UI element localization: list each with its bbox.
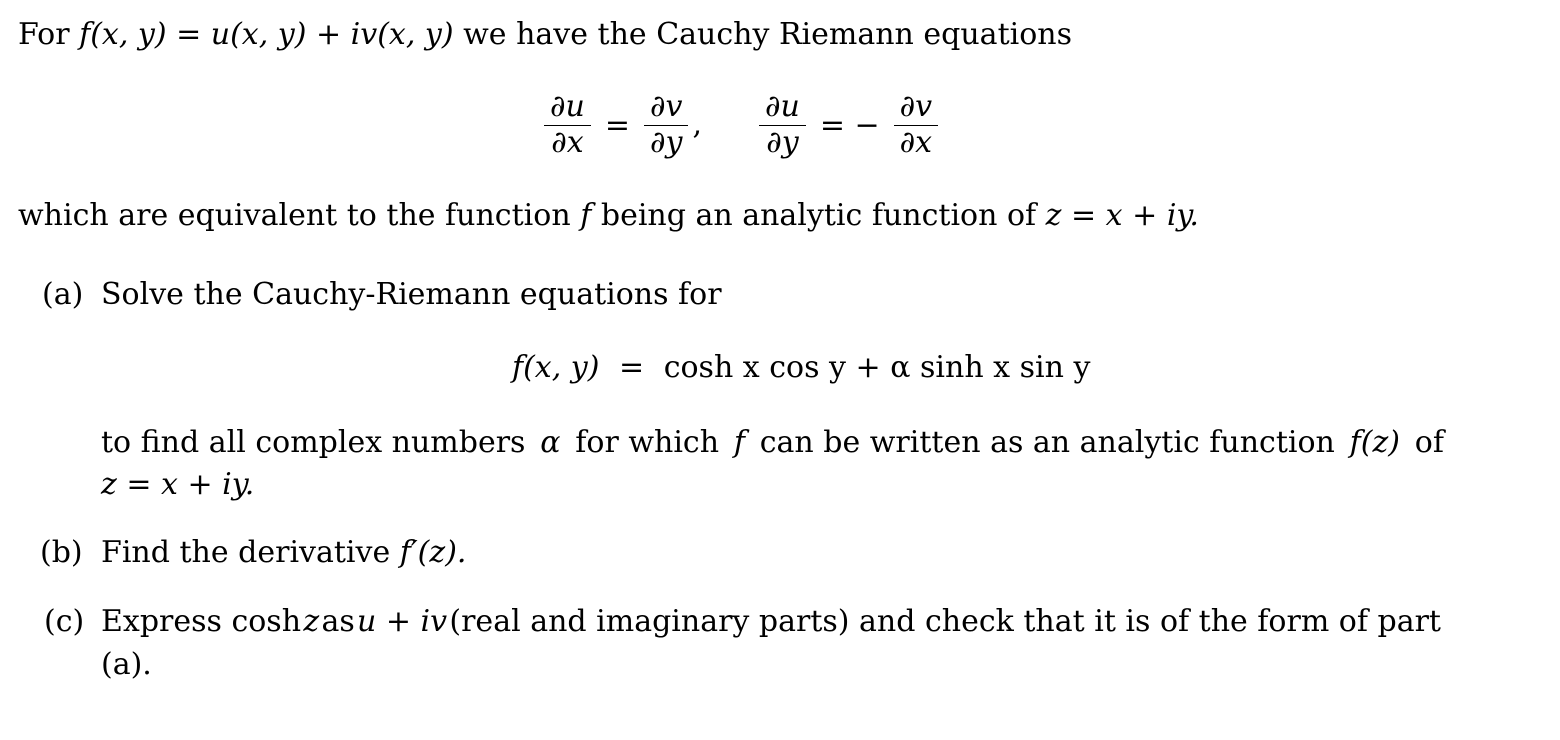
equals-minus-sign: = − [819, 107, 880, 143]
intro-text-2: we have the Cauchy Riemann equations [463, 17, 1073, 52]
cr-equation-1 [540, 90, 702, 160]
part-c-label: (c) [44, 604, 85, 639]
equals-sign: = [604, 107, 630, 143]
part-a-z-definition: z = x + iy. [101, 467, 255, 502]
cr-equation-2 [755, 90, 942, 160]
intro-text-1: For [18, 17, 70, 52]
part-c-line-1: Express cosh z as u + iv (real and imaginary parts) and check that it is of the form of part [101, 604, 1441, 639]
fraction-dv-dx: $\frac{\partial v}{\partial x}$ [894, 90, 938, 160]
part-b-label: (b) [40, 535, 83, 570]
equivalence-line: which are equivalent to the function f being an analytic function of z = x + iy. [18, 198, 1199, 233]
comma: , [692, 107, 702, 142]
part-a-label: (a) [42, 277, 84, 312]
intro-line [18, 17, 1073, 52]
fraction-du-dx: $\frac{\partial u}{\partial x}$ [544, 90, 591, 160]
part-b-line: Find the derivative f′(z). [101, 535, 467, 570]
intro-formula: f(x, y) = u(x, y) + iv(x, y) [79, 17, 454, 52]
part-c-line-2: (a). [101, 647, 152, 682]
part-a-text: Solve the Cauchy-Riemann equations for [101, 277, 722, 312]
part-a-follow-line-1: to find all complex numbers α for which f can be written as an analytic function f(z) of [101, 425, 1444, 460]
fraction-dv-dy: $\frac{\partial v}{\partial y}$ [644, 90, 688, 160]
part-a-display-equation: f(x, y) = cosh x cos y + α sinh x sin y [512, 350, 1091, 385]
fraction-du-dy: $\frac{\partial u}{\partial y}$ [759, 90, 806, 160]
